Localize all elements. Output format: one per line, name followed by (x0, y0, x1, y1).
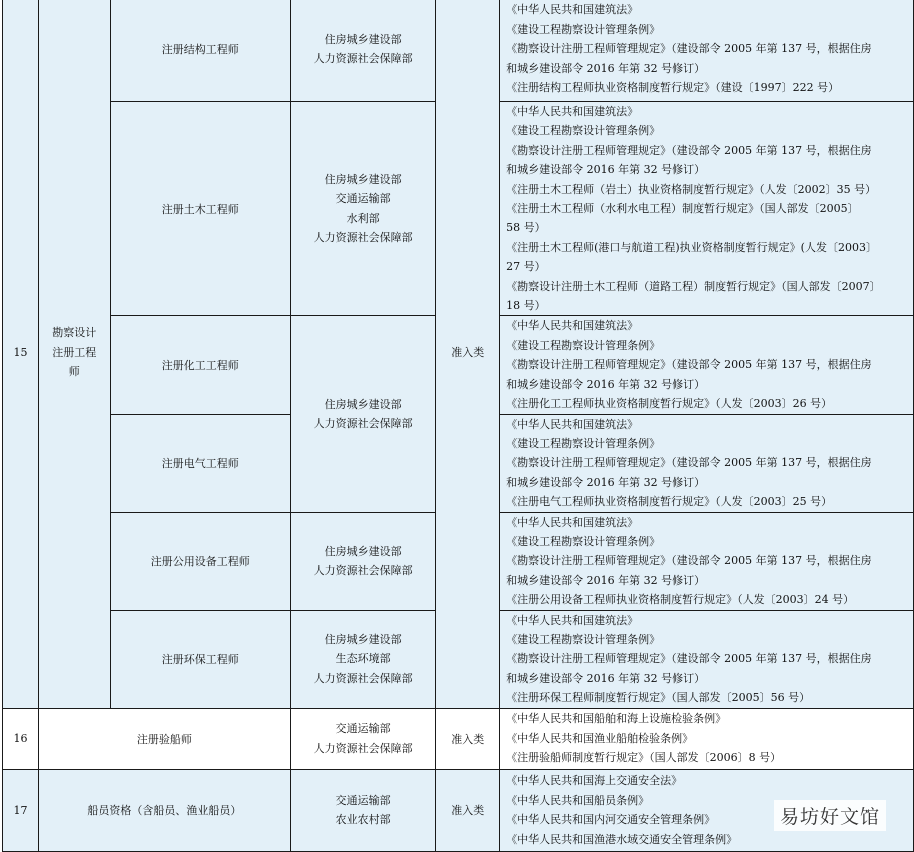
department-cell: 交通运输部 人力资源社会保障部 (290, 708, 435, 769)
qualification-name: 注册公用设备工程师 (110, 512, 290, 610)
legal-basis-cell: 《中华人民共和国建筑法》 《建设工程勘察设计管理条例》 《勘察设计注册工程师管理规定》（建设部令 2005 年第 137 号，根据住房 和城乡建设部令 2016 年第 32 号修订） 《注册环保工程师制度暂行规定》（国人部发〔2005〕56 号） (500, 610, 914, 708)
department-cell: 住房城乡建设部 生态环境部 人力资源社会保障部 (290, 610, 435, 708)
qualification-type: 准入类 (436, 708, 500, 769)
department-cell: 住房城乡建设部 人力资源社会保障部 (290, 0, 435, 102)
row-number: 17 (3, 769, 39, 851)
row-number: 15 (3, 0, 39, 708)
qualification-name: 注册土木工程师 (110, 102, 290, 316)
department-cell: 交通运输部 农业农村部 (290, 769, 435, 851)
qualification-name: 注册结构工程师 (110, 0, 290, 102)
qualification-name: 注册验船师 (38, 708, 290, 769)
qualification-type: 准入类 (436, 769, 500, 851)
department-cell: 住房城乡建设部 人力资源社会保障部 (290, 512, 435, 610)
department-cell: 住房城乡建设部 人力资源社会保障部 (290, 316, 435, 512)
legal-basis-cell: 《中华人民共和国建筑法》 《建设工程勘察设计管理条例》 《勘察设计注册工程师管理规定》（建设部令 2005 年第 137 号，根据住房 和城乡建设部令 2016 年第 32 号修订） 《注册土木工程师（岩土）执业资格制度暂行规定》（人发〔2002〕35 号） 《注册土木工程师（水利水电工程）制度暂行规定》（国人部发〔2005〕 58 号） 《注册土木工程师(港口与航道工程)执业资格制度暂行规定》(人发〔2003〕 27 号） 《勘察设计注册土木工程师（道路工程）制度暂行规定》（国人部发〔2007〕 18 号） (500, 102, 914, 316)
legal-basis-cell: 《中华人民共和国建筑法》 《建设工程勘察设计管理条例》 《勘察设计注册工程师管理规定》（建设部令 2005 年第 137 号，根据住房 和城乡建设部令 2016 年第 32 号修订） 《注册电气工程师执业资格制度暂行规定》（人发〔2003〕25 号） (500, 414, 914, 512)
row-number: 16 (3, 708, 39, 769)
legal-basis-cell: 《中华人民共和国建筑法》 《建设工程勘察设计管理条例》 《勘察设计注册工程师管理规定》（建设部令 2005 年第 137 号，根据住房 和城乡建设部令 2016 年第 32 号修订） 《注册结构工程师执业资格制度暂行规定》（建设〔1997〕222 号） (500, 0, 914, 102)
legal-basis-cell: 《中华人民共和国建筑法》 《建设工程勘察设计管理条例》 《勘察设计注册工程师管理规定》（建设部令 2005 年第 137 号，根据住房 和城乡建设部令 2016 年第 32 号修订） 《注册公用设备工程师执业资格制度暂行规定》（人发〔2003〕24 号） (500, 512, 914, 610)
qualification-name: 注册环保工程师 (110, 610, 290, 708)
qualification-name: 注册电气工程师 (110, 414, 290, 512)
category-cell: 勘察设计 注册工程 师 (38, 0, 110, 708)
legal-basis-cell: 《中华人民共和国海上交通安全法》 《中华人民共和国船员条例》 《中华人民共和国内河交通安全管理条例》 《中华人民共和国渔港水域交通安全管理条例》 (500, 769, 914, 851)
legal-basis-cell: 《中华人民共和国船舶和海上设施检验条例》 《中华人民共和国渔业船舶检验条例》 《注册验船师制度暂行规定》（国人部发〔2006〕8 号） (500, 708, 914, 769)
qualification-type: 准入类 (436, 0, 500, 708)
legal-basis-cell: 《中华人民共和国建筑法》 《建设工程勘察设计管理条例》 《勘察设计注册工程师管理规定》（建设部令 2005 年第 137 号，根据住房 和城乡建设部令 2016 年第 32 号修订） 《注册化工工程师执业资格制度暂行规定》（人发〔2003〕26 号） (500, 316, 914, 414)
qualification-table (2, 0, 914, 852)
qualification-name: 注册化工工程师 (110, 316, 290, 414)
watermark: 易坊好文馆 (774, 800, 886, 831)
qualification-name: 船员资格（含船员、渔业船员） (38, 769, 290, 851)
department-cell: 住房城乡建设部 交通运输部 水利部 人力资源社会保障部 (290, 102, 435, 316)
